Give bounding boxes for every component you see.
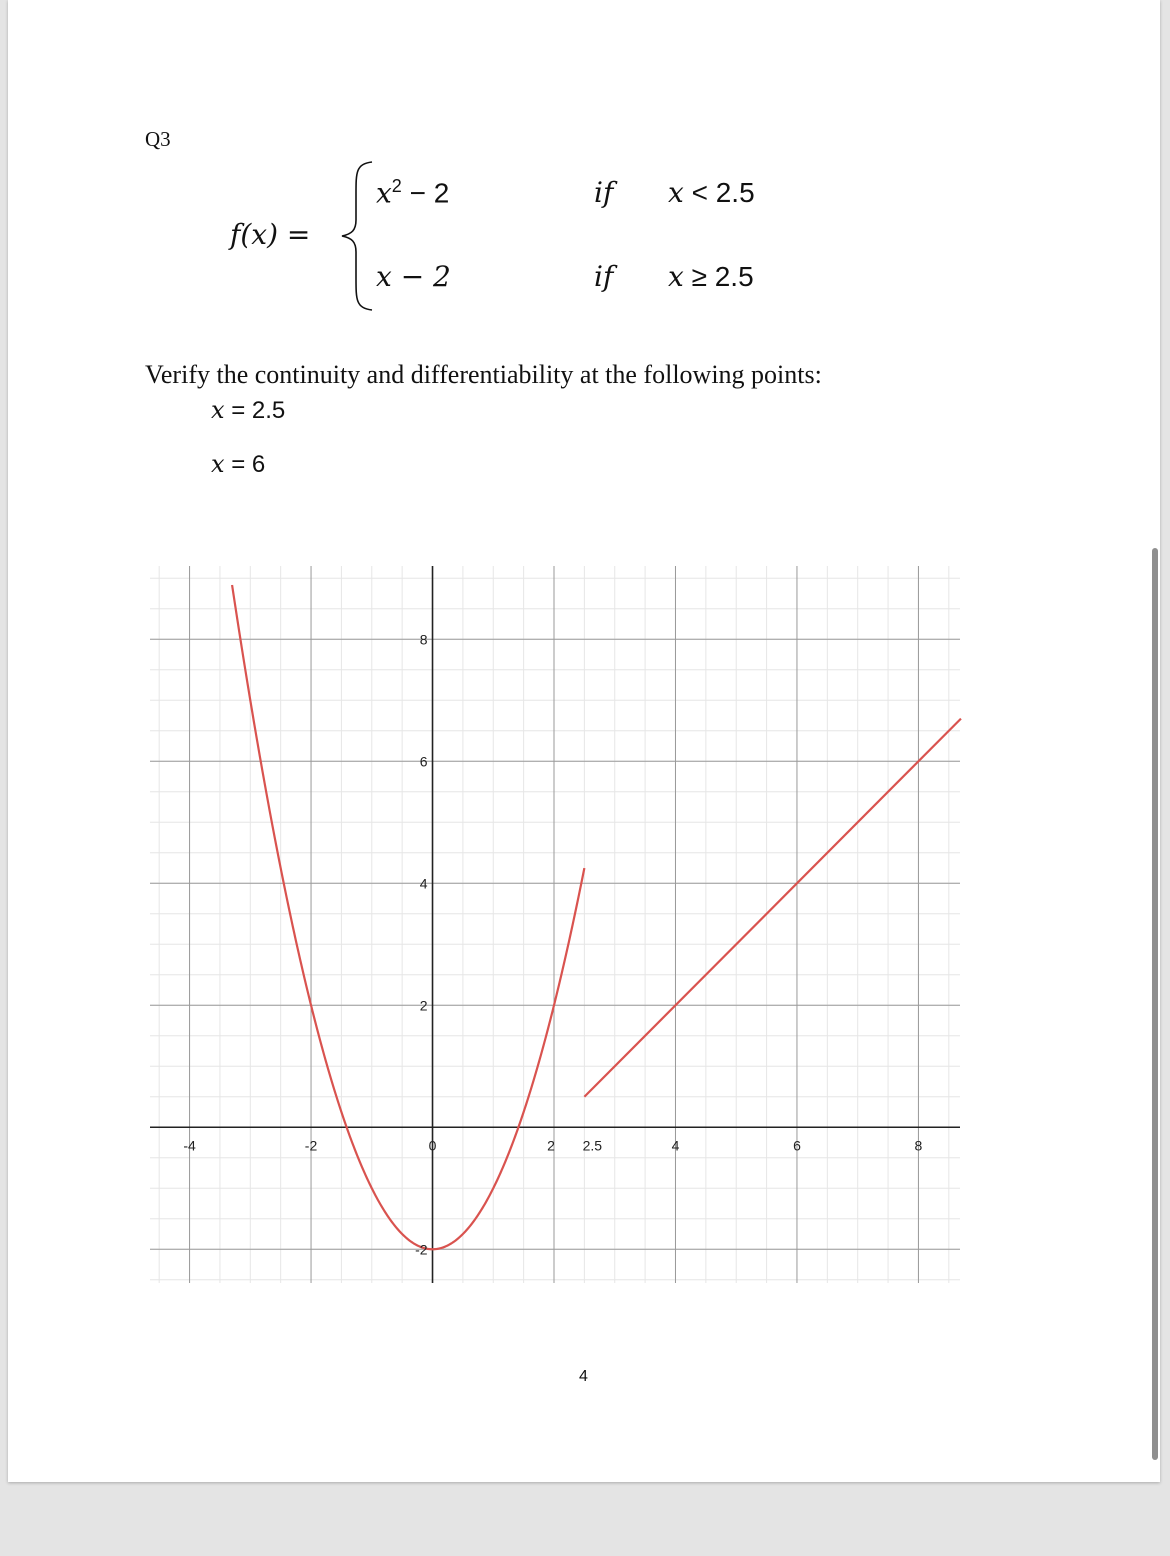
x-tick-label: 2 <box>547 1137 555 1154</box>
x-tick-label: 8 <box>914 1137 923 1154</box>
case2-expression: x − 2 <box>376 260 451 293</box>
y-tick-label: 6 <box>419 753 428 770</box>
y-tick-label: 8 <box>419 631 428 648</box>
page-number: 4 <box>579 1368 588 1385</box>
case2-if: if <box>594 260 614 293</box>
curve-series-1 <box>232 585 584 1249</box>
function-lhs: f(x) = <box>230 218 311 251</box>
case2-condition: x ≥ 2.5 <box>668 260 754 293</box>
case1-if: if <box>594 176 614 209</box>
x-tick-label: 2.5 <box>582 1137 603 1154</box>
point-1: x = 2.5 <box>211 396 286 424</box>
grid-major <box>150 566 960 1283</box>
question-prompt: Verify the continuity and differentiability at the following points: <box>145 360 822 389</box>
axes <box>150 566 960 1283</box>
case1-expression: $x^2 - 2$ <box>376 176 450 210</box>
case1-condition: x < 2.5 <box>668 176 755 209</box>
y-tick-label: 4 <box>419 875 428 892</box>
y-tick-label: 2 <box>419 997 428 1014</box>
left-brace <box>336 158 376 314</box>
function-graph <box>144 560 964 1295</box>
x-tick-label: 0 <box>428 1137 437 1154</box>
point-2: x = 6 <box>211 450 266 478</box>
y-tick-label: -2 <box>415 1241 428 1258</box>
grid-minor <box>150 566 960 1283</box>
x-tick-label: -2 <box>304 1137 318 1154</box>
x-tick-label: 4 <box>671 1137 680 1154</box>
x-tick-label: -4 <box>183 1137 196 1154</box>
document-page <box>8 0 1160 1482</box>
scrollbar[interactable] <box>1152 548 1158 1460</box>
question-label: Q3 <box>145 127 171 151</box>
x-tick-label: 6 <box>793 1137 801 1154</box>
curve-series-2 <box>584 719 961 1097</box>
